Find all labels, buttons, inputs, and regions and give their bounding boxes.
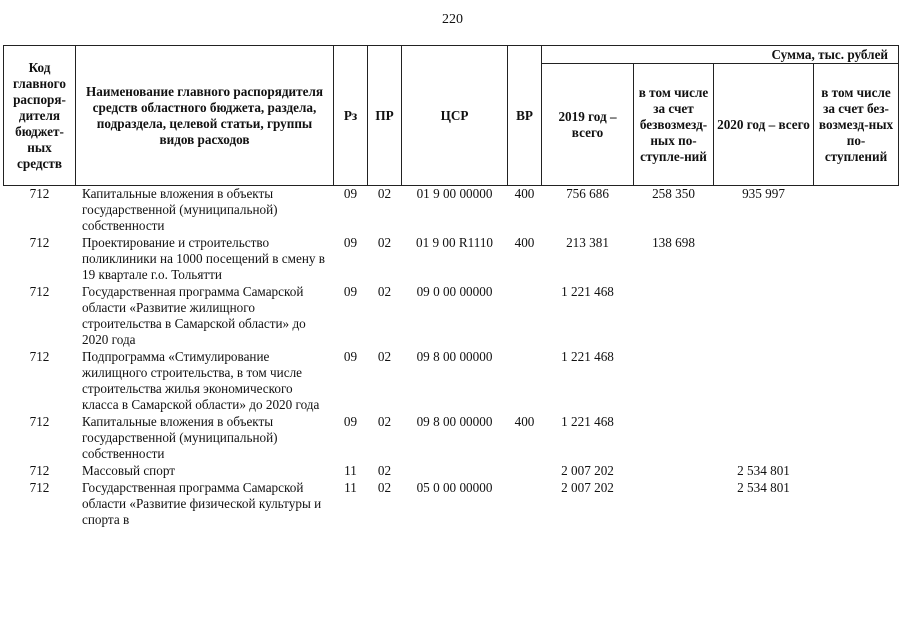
cell-code: 712: [29, 414, 50, 429]
cell-2020-total: [714, 349, 814, 414]
cell-code: 712: [29, 349, 50, 364]
cell-rz: 09: [343, 284, 358, 299]
cell-2020-gratuitous: [814, 463, 899, 480]
table-row: [4, 186, 899, 236]
cell-csr: 09 0 00 00000: [416, 284, 493, 299]
budget-table: [3, 45, 899, 529]
cell-vr: [508, 463, 542, 480]
cell-2019-gratuitous: 258 350: [652, 186, 695, 201]
cell-2020-total: 2 534 801: [737, 480, 790, 495]
header-2019-gratuitous: в том числе за счет безвозмезд-ных по-ступле-ний: [634, 64, 714, 186]
cell-code: 712: [29, 186, 50, 201]
cell-2020-total: [714, 235, 814, 284]
header-code: Код главного распоря-дителя бюджет-ных средств: [4, 46, 76, 186]
cell-name: Государственная программа Самарской области «Развитие физической культуры и спорта в: [82, 480, 322, 527]
cell-2019-gratuitous: [634, 480, 714, 529]
cell-2019-total: 1 221 468: [561, 414, 614, 429]
cell-pr: 02: [377, 480, 392, 495]
table-row: [4, 480, 899, 529]
cell-code: 712: [29, 463, 50, 478]
header-2019-total: 2019 год – всего: [542, 64, 634, 186]
cell-vr: [508, 480, 542, 529]
cell-2020-gratuitous: [814, 284, 899, 349]
cell-name: Государственная программа Самарской области «Развитие жилищного строительства в Самарской области» до 2020 года: [82, 284, 306, 347]
cell-2020-gratuitous: [814, 235, 899, 284]
page-number: 220: [442, 12, 463, 27]
cell-pr: 02: [377, 349, 392, 364]
cell-2020-gratuitous: [814, 414, 899, 463]
cell-rz: 09: [343, 235, 358, 250]
cell-name: Подпрограмма «Стимулирование жилищного строительства, в том числе строительства жилья экономического класса в Самарской области» до 2020 года: [82, 349, 320, 412]
cell-csr: 01 9 00 R1110: [415, 235, 494, 250]
cell-name: Массовый спорт: [82, 463, 176, 478]
cell-2020-total: [714, 284, 814, 349]
cell-name: Проектирование и строительство поликлиники на 1000 посещений в смену в 19 квартале г.о. Тольятти: [82, 235, 325, 282]
table-body: [4, 186, 899, 530]
cell-pr: 02: [377, 186, 392, 201]
cell-rz: 09: [343, 349, 358, 364]
cell-pr: 02: [377, 284, 392, 299]
table-row: [4, 349, 899, 414]
cell-code: 712: [29, 480, 50, 495]
cell-vr: [508, 284, 542, 349]
cell-2019-total: 213 381: [566, 235, 609, 250]
header-2020-total: 2020 год – всего: [714, 64, 814, 186]
cell-pr: 02: [377, 414, 392, 429]
cell-csr: 01 9 00 00000: [416, 186, 493, 201]
cell-2020-gratuitous: [814, 186, 899, 236]
cell-vr: 400: [514, 186, 535, 201]
cell-pr: 02: [377, 463, 392, 478]
cell-2019-gratuitous: [634, 463, 714, 480]
cell-2019-total: 1 221 468: [561, 284, 614, 299]
cell-vr: 400: [514, 414, 535, 429]
header-csr: ЦСР: [402, 46, 508, 186]
header-pr: ПР: [368, 46, 402, 186]
cell-csr: 09 8 00 00000: [416, 349, 493, 364]
cell-name: Капитальные вложения в объекты государственной (муниципальной) собственности: [82, 186, 278, 233]
cell-2020-total: 935 997: [742, 186, 785, 201]
table-row: [4, 284, 899, 349]
header-vr: ВР: [508, 46, 542, 186]
cell-2019-total: 756 686: [566, 186, 609, 201]
cell-2019-total: 1 221 468: [561, 349, 614, 364]
cell-2020-total: [714, 414, 814, 463]
cell-csr: [402, 463, 508, 480]
cell-2020-total: 2 534 801: [737, 463, 790, 478]
header-name: Наименование главного распорядителя средств областного бюджета, раздела, подраздела, целевой статьи, группы видов расходов: [76, 46, 334, 186]
cell-2019-total: 2 007 202: [561, 480, 614, 495]
cell-2019-total: 2 007 202: [561, 463, 614, 478]
cell-2020-gratuitous: [814, 349, 899, 414]
table-row: [4, 235, 899, 284]
header-sum-group: Сумма, тыс. рублей: [542, 46, 899, 64]
cell-rz: 09: [343, 414, 358, 429]
cell-2019-gratuitous: 138 698: [652, 235, 695, 250]
cell-2019-gratuitous: [634, 284, 714, 349]
cell-rz: 09: [343, 186, 358, 201]
cell-rz: 11: [344, 463, 357, 478]
cell-rz: 11: [344, 480, 357, 495]
header-2020-gratuitous: в том числе за счет без-возмезд-ных по-ступлений: [814, 64, 899, 186]
table-row: [4, 414, 899, 463]
cell-2020-gratuitous: [814, 480, 899, 529]
cell-2019-gratuitous: [634, 414, 714, 463]
header-rz: Рз: [334, 46, 368, 186]
cell-vr: [508, 349, 542, 414]
cell-code: 712: [29, 284, 50, 299]
cell-name: Капитальные вложения в объекты государственной (муниципальной) собственности: [82, 414, 278, 461]
cell-pr: 02: [377, 235, 392, 250]
cell-2019-gratuitous: [634, 349, 714, 414]
cell-csr: 05 0 00 00000: [416, 480, 493, 495]
cell-code: 712: [29, 235, 50, 250]
cell-csr: 09 8 00 00000: [416, 414, 493, 429]
table-row: [4, 463, 899, 480]
cell-vr: 400: [514, 235, 535, 250]
